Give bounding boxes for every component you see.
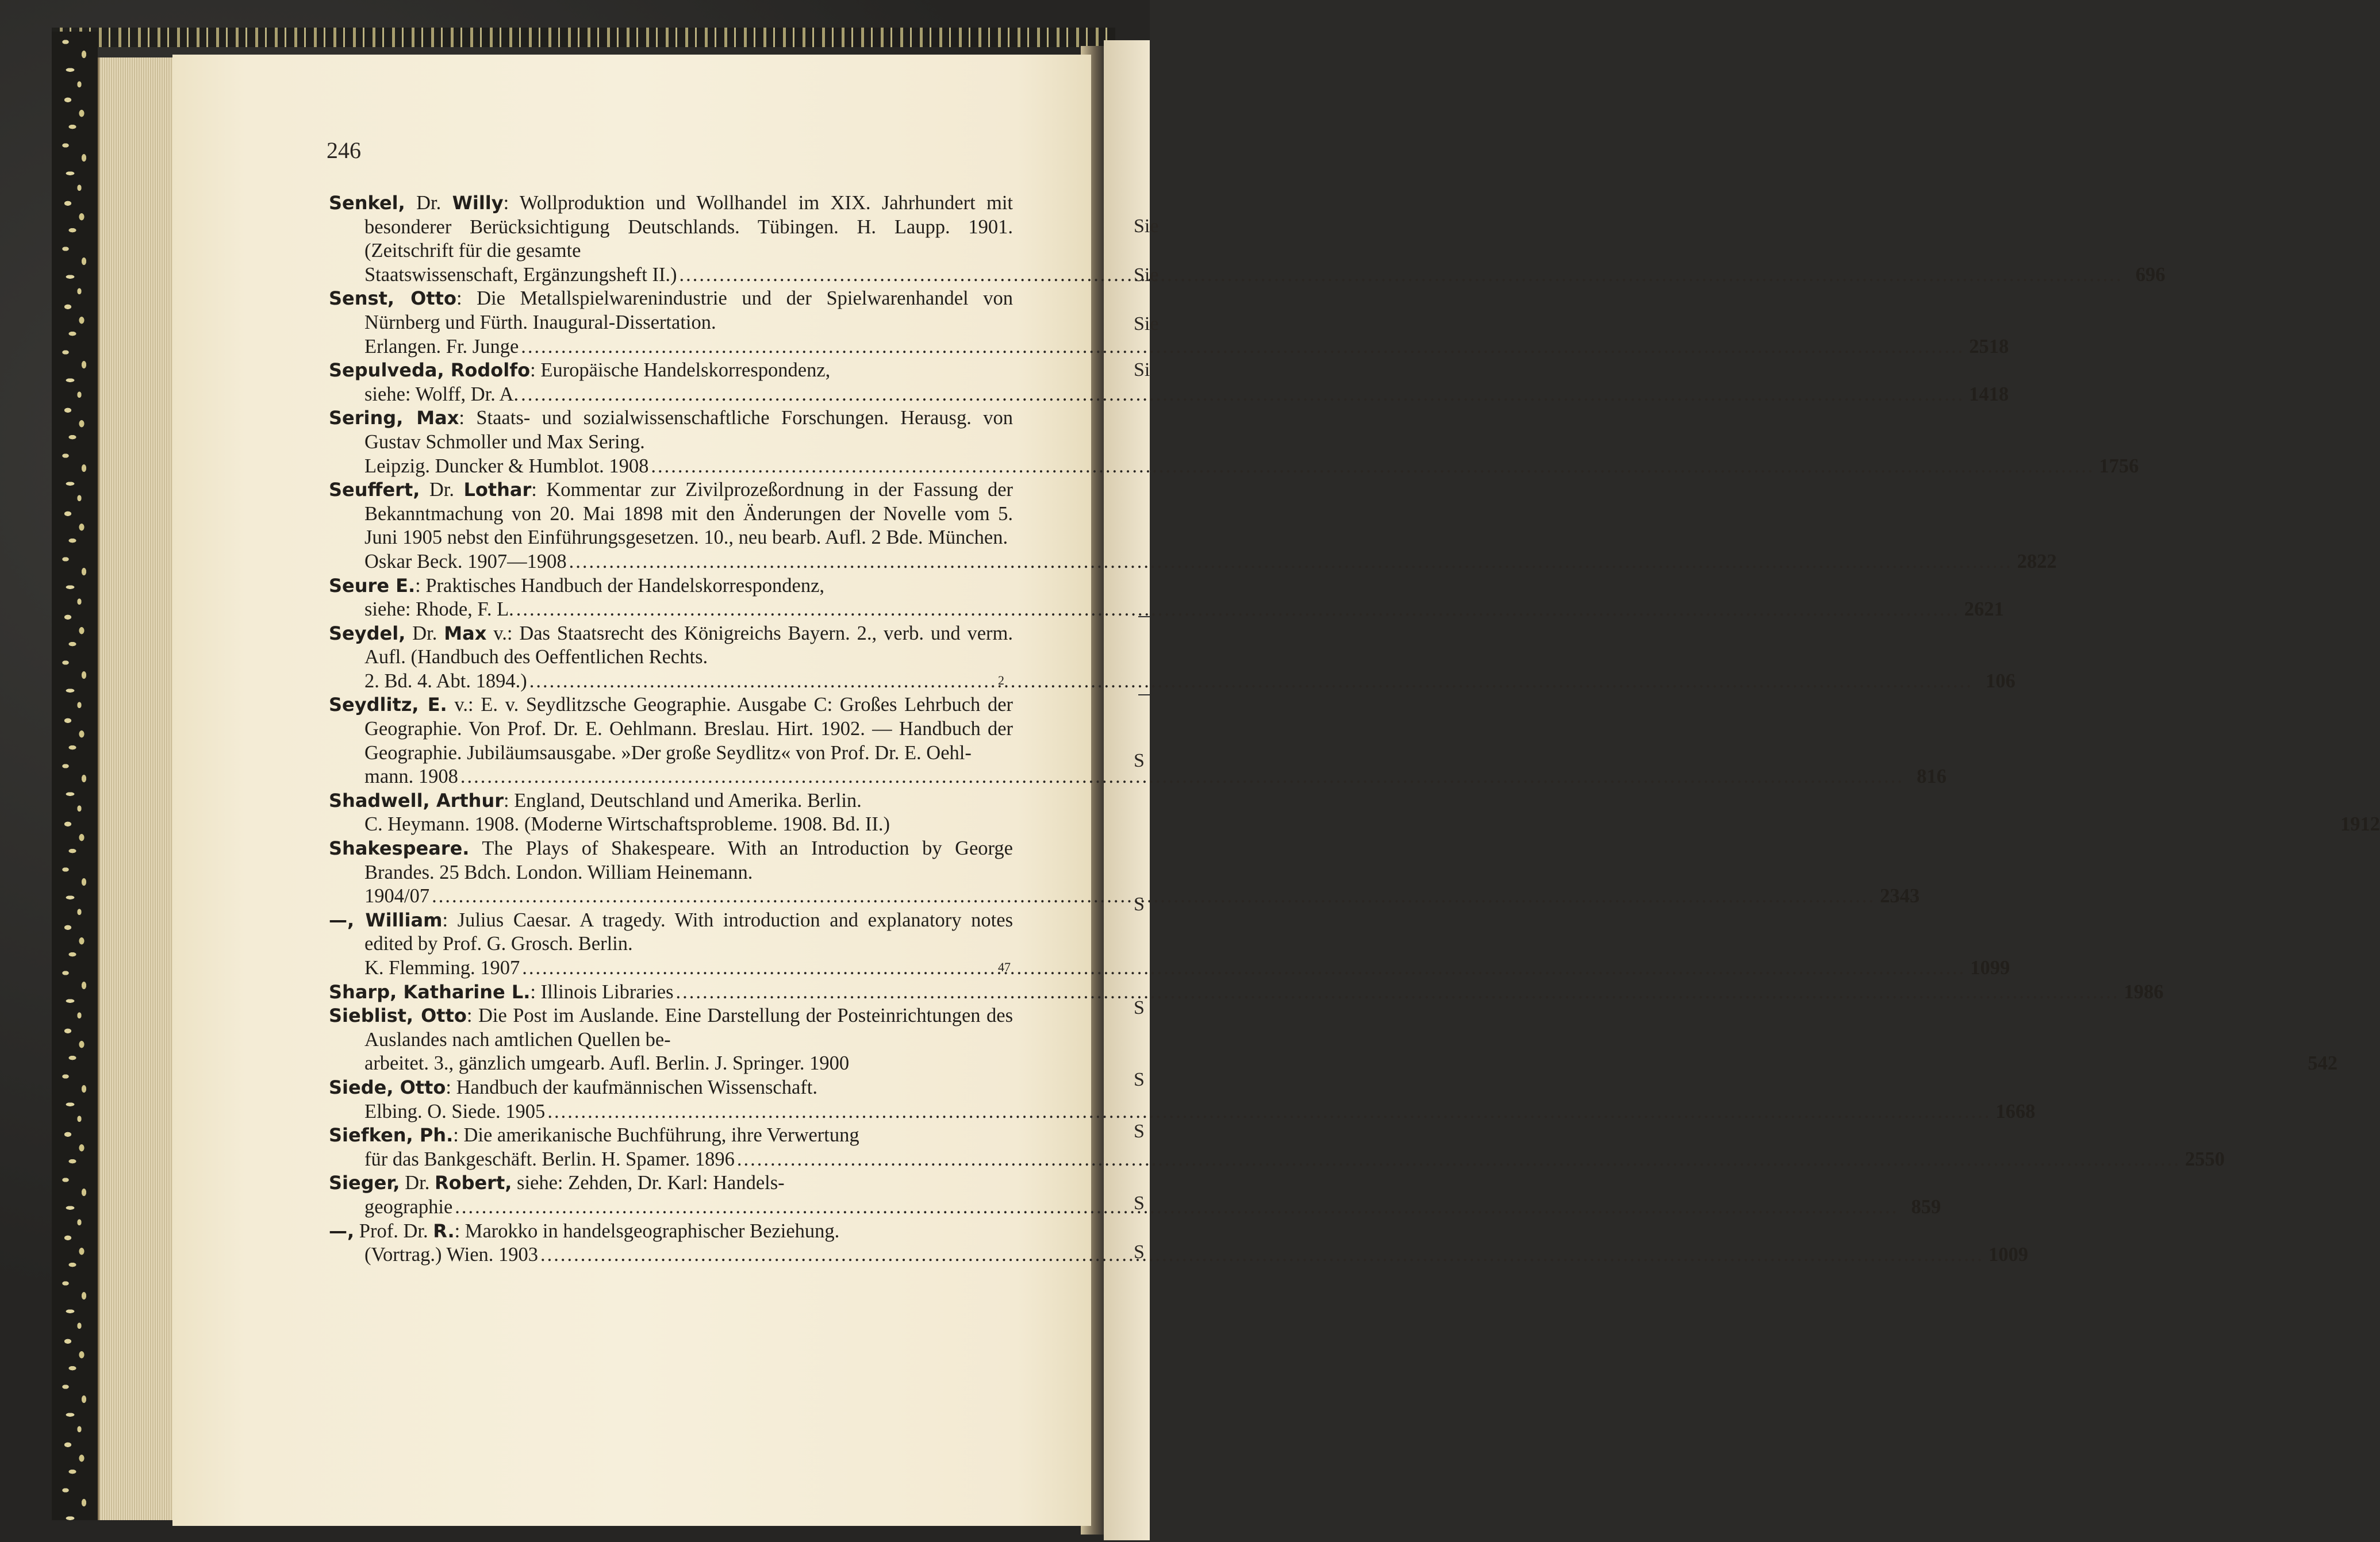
entry-number: 696: [2135, 263, 2166, 286]
dot-leader: [455, 1195, 1898, 1220]
facing-page-fragment: S: [1134, 1241, 1145, 1263]
entry-author-title: Prof. Dr.: [354, 1220, 433, 1242]
marbled-top-band: [52, 28, 1115, 47]
entry-author: Sering, Max: [329, 407, 459, 429]
entry-number: 1668: [1995, 1100, 2036, 1122]
dot-leader: [737, 1148, 2181, 1172]
bibliography-entry: —, William: Julius Caesar. A tragedy. With introduction and explanatory notes edited by Prof. G. Grosch. Berlin. K. Flemming. 1907 ..... 1099 47: [329, 909, 1013, 980]
entry-last-line: [364, 455, 2139, 479]
facing-page-fragment: S: [1134, 1193, 1145, 1214]
facing-page-dash: [1138, 694, 1150, 695]
facing-page-fragment: Sie: [1134, 264, 1159, 286]
dot-leader: [651, 455, 2094, 479]
entry-body: [329, 1220, 839, 1242]
bibliography-entry: [329, 574, 2004, 622]
entry-last-line: [364, 1195, 1941, 1220]
facing-page-fragment: S: [1134, 894, 1145, 915]
entry-number: 1099: [1970, 957, 2010, 979]
entry-author-title: Dr.: [400, 1172, 435, 1194]
entry-author-title: Dr.: [420, 479, 464, 501]
entry-last-text: Erlangen. Fr. Junge: [364, 335, 519, 357]
entry-author-title: Dr.: [405, 622, 444, 644]
entry-text: : Kommentar zur Zivilprozeßordnung in der Fassung der Bekanntmachung von 20. Mai 1898 mit den Änderungen der Novelle vom 5. Juni 1905 nebst den Einführungsgesetzen. 10., neu bearb. Aufl. 2 Bde. München.: [364, 479, 1013, 549]
dot-leader: [547, 1100, 1991, 1124]
entry-last-text: für das Bankgeschäft. Berlin. H. Spamer. 1896: [364, 1148, 735, 1170]
page-block-edges: [98, 57, 180, 1520]
facing-page-fragment: S: [1134, 1069, 1145, 1090]
entry-author: Seuffert,: [329, 479, 420, 501]
bibliography-entry: [329, 789, 2380, 837]
entry-text: v.: E. v. Seydlitzsche Geographie. Ausgabe C: Großes Lehrbuch der Geographie. Von Prof. Dr. E. Oehlmann. Breslau. Hirt. 1902. — Handbuch der Geographie. Jubiläumsausgabe. »Der große Seydlitz« von Prof. Dr. E. Oehl-: [364, 694, 1013, 764]
entry-last-text: siehe: Rhode, F. L.: [364, 598, 514, 621]
entry-body: [329, 981, 530, 1003]
bibliography-entry: [329, 980, 2164, 1005]
entry-author: Sieblist, Otto: [329, 1005, 467, 1027]
entry-last-text: Leipzig. Duncker & Humblot. 1908: [364, 455, 649, 477]
entry-last-line: [364, 670, 2016, 694]
dot-leader: [516, 598, 1960, 622]
entry-last-line: [364, 1243, 2029, 1267]
entry-author: Senst, Otto: [329, 287, 456, 310]
dot-leader: [432, 885, 1875, 909]
entry-author: Sharp, Katharine L.: [329, 980, 531, 1003]
bibliography-list: [329, 191, 2380, 1267]
entry-number: 2343: [1880, 885, 1920, 907]
entry-last-text: : Illinois Libraries: [530, 980, 674, 1003]
bibliography-entry: [329, 837, 1920, 909]
bibliography-entry: [329, 1076, 2036, 1124]
entry-author-name: Willy: [452, 192, 504, 214]
entry-body: [329, 359, 830, 381]
entry-author: Siede, Otto: [329, 1076, 446, 1098]
entry-body: [329, 287, 1013, 333]
facing-page-fragment: S: [1134, 997, 1145, 1018]
bibliography-entry: [329, 1171, 1941, 1219]
entry-text: : Handbuch der kaufmännischen Wissenschaft.: [446, 1076, 817, 1098]
entry-author: Sieger,: [329, 1172, 400, 1194]
dot-leader: [676, 980, 2120, 1005]
entry-text: siehe: Zehden, Dr. Karl: Handels-: [512, 1172, 785, 1194]
entry-text: : Praktisches Handbuch der Handelskorrespondenz,: [415, 574, 825, 597]
entry-last-line: [364, 1148, 2225, 1172]
entry-text: : Marokko in handelsgeographischer Beziehung.: [454, 1220, 840, 1242]
bibliography-entry: Seydel, Dr. Max v.: Das Staatsrecht des Königreichs Bayern. 2., verb. und verm. Aufl. (Handbuch des Oeffentlichen Rechts. 2. Bd. 4. Abt. 1894.) ..... 106 2: [329, 622, 1013, 694]
entry-text: : Die amerikanische Buchführung, ihre Verwertung: [453, 1124, 859, 1147]
entry-last-line: [364, 765, 1947, 789]
entry-author: —,: [329, 1220, 355, 1242]
facing-page-fragment: Si: [1134, 359, 1150, 380]
entry-number: 1756: [2099, 455, 2139, 477]
entry-number: 2621: [1964, 598, 2004, 621]
entry-last-line: [364, 1052, 2338, 1076]
entry-text: The Plays of Shakespeare. With an Introduction by George Brandes. 25 Bdch. London. William Heinemann.: [364, 837, 1013, 883]
entry-author-title: Dr.: [405, 192, 452, 214]
dot-leader: [522, 956, 1966, 980]
entry-author: Seure E.: [329, 574, 416, 597]
entry-number: 2518: [1969, 335, 2009, 357]
entry-author: Seydlitz, E.: [329, 694, 447, 716]
entry-number: 106: [1985, 670, 2016, 692]
entry-text: v.: Das Staatsrecht des Königreichs Bayern. 2., verb. und verm. Aufl. (Handbuch des Oeffentlichen Rechts.: [364, 622, 1013, 668]
entry-last-text: K. Flemming. 1907: [364, 957, 520, 979]
entry-author: Siefken, Ph.: [329, 1124, 454, 1147]
entry-text: : Julius Caesar. A tragedy. With introduction and explanatory notes edited by Prof. G. Grosch. Berlin.: [364, 909, 1013, 955]
entry-last-text: Staatswissenschaft, Ergänzungsheft II.): [364, 263, 677, 286]
entry-body: [329, 479, 1013, 548]
entry-last-text: Oskar Beck. 1907—1908: [364, 550, 567, 572]
entry-last-text: geographie: [364, 1195, 453, 1218]
facing-page-fragment: S: [1134, 750, 1145, 771]
entry-author: —, William: [329, 909, 443, 931]
entry-last-line: [364, 1100, 2036, 1124]
entry-body: [329, 694, 1013, 763]
entry-number: 816: [1917, 766, 1947, 788]
entry-number: 1912: [2340, 813, 2380, 836]
entry-number: 542: [2308, 1052, 2338, 1075]
entry-body: [329, 1172, 785, 1194]
bibliography-entry: [329, 478, 2057, 574]
bibliography-entry: [329, 1004, 2338, 1076]
entry-text: : Die Metallspielwarenindustrie und der Spielwarenhandel von Nürnberg und Fürth. Inaugural-Dissertation.: [364, 287, 1014, 333]
entry-text: : Die Post im Auslande. Eine Darstellung der Posteinrichtungen des Auslandes nach amtlichen Quellen be-: [364, 1005, 1013, 1051]
entry-author-name: R.: [433, 1220, 455, 1242]
facing-page-fragment: Sie: [1134, 313, 1159, 334]
entry-last-line: [364, 885, 1920, 909]
dot-leader: [529, 670, 1973, 694]
dot-leader: [460, 765, 1904, 789]
facing-page-fragment: Sie: [1134, 216, 1159, 237]
bibliography-entry: [329, 406, 2139, 478]
entry-body: [329, 622, 1013, 668]
entry-last-line: [364, 956, 2010, 980]
dot-leader: [680, 263, 2123, 287]
entry-last-line: [364, 550, 2057, 574]
entry-last-text: 2. Bd. 4. Abt. 1894.): [364, 670, 527, 692]
entry-body: [329, 407, 1013, 453]
entry-author: Seydel,: [329, 622, 406, 644]
bibliography-entry: [329, 359, 2009, 406]
entry-last-text: siehe: Wolff, Dr. A.: [364, 383, 519, 405]
page-number: 246: [327, 137, 361, 163]
entry-number: 1009: [1989, 1244, 2029, 1266]
bibliography-entry: [329, 693, 1947, 789]
dot-leader: [540, 1243, 1984, 1267]
entry-number: 2822: [2017, 550, 2057, 572]
entry-body: [329, 1005, 1013, 1051]
entry-body: [329, 790, 862, 812]
entry-text: [329, 980, 674, 1005]
entry-last-line: [364, 335, 2009, 359]
entry-last-text: C. Heymann. 1908. (Moderne Wirtschaftsprobleme. 1908. Bd. II.): [364, 813, 890, 836]
entry-body: [329, 192, 1013, 262]
entry-body: [329, 909, 1013, 955]
dot-leader: [521, 335, 1964, 359]
entry-last-line: [364, 598, 2004, 622]
entry-author-name: Robert,: [434, 1172, 512, 1194]
entry-body: [329, 837, 1013, 883]
entry-body: [329, 1076, 817, 1098]
entry-text: : Wollproduktion und Wollhandel im XIX. Jahrhundert mit besonderer Berücksichtigung Deutschlands. Tübingen. H. Laupp. 1901. (Zeitschrift für die gesamte: [364, 192, 1014, 262]
entry-author-name: Max: [444, 622, 487, 644]
entry-last-line: [364, 383, 2009, 407]
entry-last-text: 1904/07: [364, 885, 430, 907]
entry-last-text: mann. 1908: [364, 766, 458, 788]
dot-leader: [569, 550, 2013, 574]
entry-author: Senkel,: [329, 192, 405, 214]
entry-last-line: [364, 813, 2380, 837]
entry-number: 1418: [1969, 383, 2009, 405]
entry-text: : Europäische Handelskorrespondenz,: [530, 359, 831, 382]
marbled-binding-edge: [52, 32, 98, 1520]
entry-number: 859: [1911, 1195, 1941, 1218]
bibliography-entry: [329, 1124, 2225, 1171]
entry-line: [329, 980, 2164, 1005]
entry-text: : England, Deutschland und Amerika. Berlin.: [504, 789, 862, 812]
entry-text: : Staats- und sozialwissenschaftliche Forschungen. Herausg. von Gustav Schmoller und Max Sering.: [364, 407, 1013, 453]
entry-number: 2550: [2185, 1148, 2225, 1170]
entry-number: 1986: [2124, 980, 2164, 1003]
entry-last-text: Elbing. O. Siede. 1905: [364, 1100, 546, 1122]
entry-author: Shadwell, Arthur: [329, 789, 504, 812]
entry-author: Shakespeare.: [329, 837, 470, 860]
entry-author-name: Lothar: [463, 479, 532, 501]
entry-body: [329, 575, 824, 597]
bibliography-entry: [329, 1220, 2029, 1267]
entry-body: [329, 1124, 859, 1146]
entry-author: Sepulveda, Rodolfo: [329, 359, 531, 382]
dot-leader: [521, 383, 1964, 407]
entry-last-text: arbeitet. 3., gänzlich umgearb. Aufl. Berlin. J. Springer. 1900: [364, 1052, 850, 1075]
facing-page-fragment: S: [1134, 1121, 1145, 1142]
entry-last-text: (Vortrag.) Wien. 1903: [364, 1244, 539, 1266]
